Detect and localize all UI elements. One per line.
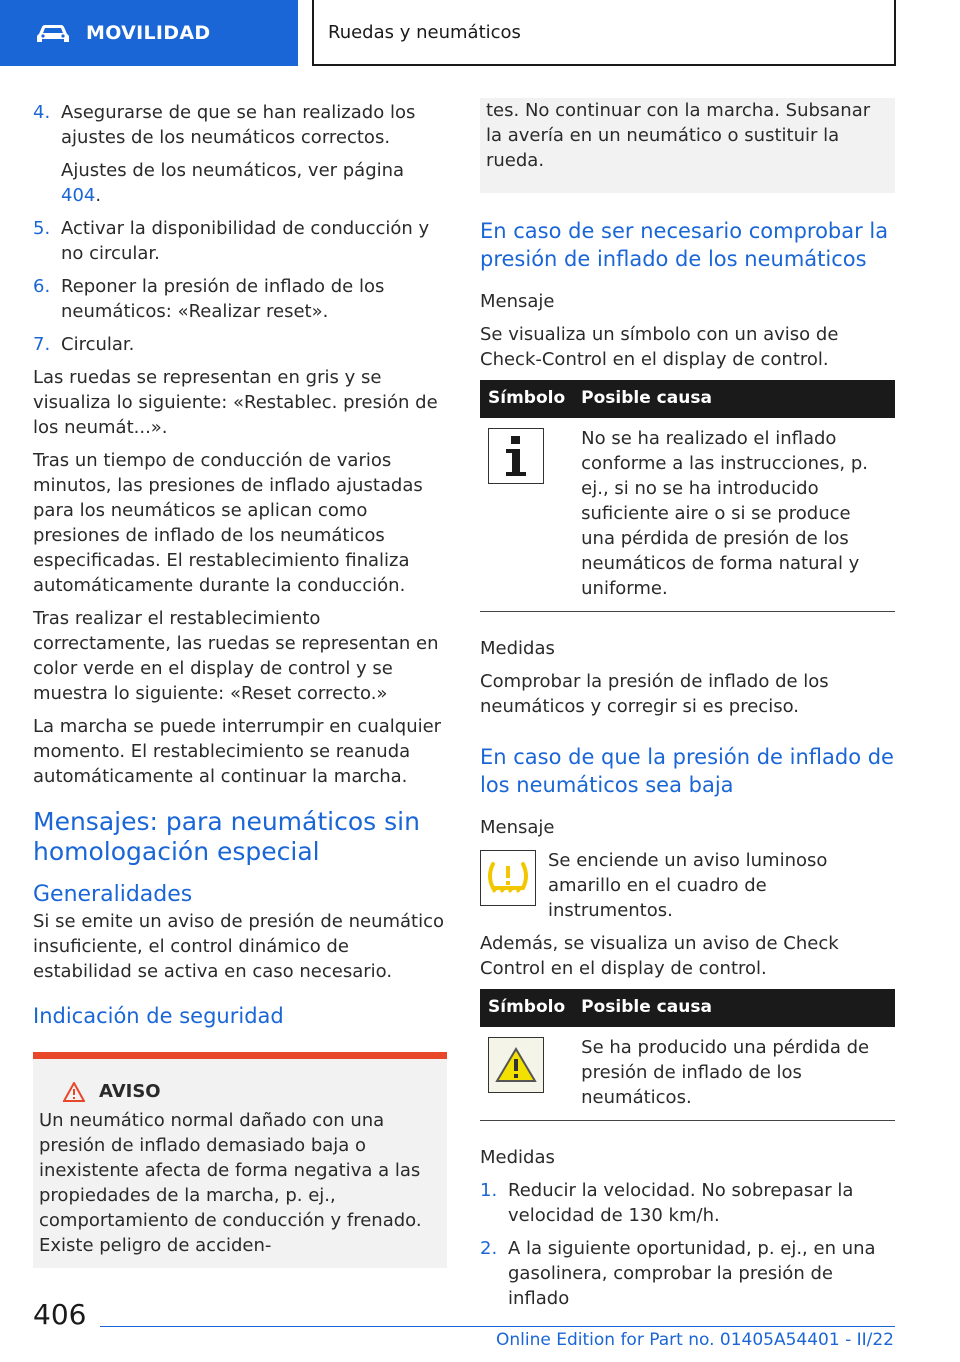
label: Mensaje [480, 817, 555, 838]
step-text: Circular. [61, 334, 135, 355]
edition-text: Online Edition for Part no. 01405A54401 - II/22 [495, 1330, 894, 1350]
footer-divider [100, 1326, 895, 1327]
label: Mensaje [480, 291, 555, 312]
column-header: Símbolo [480, 380, 573, 418]
chapter-title: Ruedas y neumáticos [328, 21, 521, 43]
step-text: Reducir la velocidad. No sobrepasar la velocidad de 130 km/h. [508, 1180, 854, 1226]
column-header: Posible causa [573, 380, 895, 418]
warning-bar [33, 1052, 447, 1059]
warning-title-row [39, 1079, 441, 1104]
paragraph: Además, se visualiza un aviso de Check Control en el display de control. [480, 933, 839, 979]
label: Medidas [480, 638, 555, 659]
car-icon [36, 22, 70, 44]
reference-end: . [95, 185, 102, 206]
left-column [33, 100, 447, 1268]
step-number: 4. [33, 102, 51, 123]
table-cell [480, 418, 573, 612]
chapter-box [312, 0, 896, 66]
paragraph: Comprobar la presión de inflado de los neumáticos y corregir si es preciso. [480, 671, 829, 717]
table-header [480, 989, 895, 1027]
subsection-heading: Generalidades [33, 882, 193, 907]
warning-title: AVISO [99, 1081, 161, 1102]
warning-box [33, 1052, 447, 1268]
step-number: 2. [480, 1238, 498, 1259]
step-text: Activar la disponibilidad de conducción y no circular. [61, 218, 430, 264]
page-link[interactable]: 404 [61, 185, 96, 206]
paragraph: Tras un tiempo de conducción de varios minutos, las presiones de inflado ajustadas para los neumáticos se aplican como presiones de inflado de los neumáticos especificadas. El restablecimiento finaliza automáticamente durante la conducción. [33, 450, 423, 596]
tire-pressure-warning-icon [480, 850, 536, 906]
symbol-table [480, 380, 895, 612]
warning-box-continued [480, 98, 895, 193]
page-number: 406 [33, 1298, 87, 1331]
table-row [480, 1027, 895, 1121]
step-number: 6. [33, 276, 51, 297]
table-cell: No se ha realizado el inflado conforme a las instrucciones, p. ej., si no se ha introducido suficiente aire o si se produce una pérdida de presión de los neumáticos de forma natural y uniforme. [573, 418, 895, 612]
step-number: 5. [33, 218, 51, 239]
paragraph: Las ruedas se representan en gris y se visualiza lo siguiente: «Restablec. presión de los neumát...». [33, 367, 438, 438]
reference-text: Ajustes de los neumáticos, ver página [61, 160, 405, 181]
step-text: Reponer la presión de inflado de los neumáticos: «Realizar reset». [61, 276, 385, 322]
warning-text: tes. No continuar con la marcha. Subsanar la avería en un neumático o sustituir la rueda. [486, 100, 871, 171]
step-text: Asegurarse de que se han realizado los ajustes de los neumáticos correctos. [61, 102, 416, 148]
warning-triangle-icon [63, 1082, 85, 1102]
right-column [480, 100, 895, 1319]
list-item [480, 1236, 895, 1311]
table-row [480, 418, 895, 612]
label: Medidas [480, 1147, 555, 1168]
paragraph: Si se emite un aviso de presión de neumático insuficiente, el control dinámico de estabilidad se activa en caso necesario. [33, 911, 445, 982]
step-number: 1. [480, 1180, 498, 1201]
step-text: A la siguiente oportunidad, p. ej., en una gasolinera, comprobar la presión de inflado [508, 1238, 876, 1309]
info-icon [488, 428, 544, 484]
warning-text: Un neumático normal dañado con una presión de inflado demasiado baja o inexistente afecta de forma negativa a las propiedades de la marcha, p. ej., comportamiento de conducción y frenado. Existe peligro de acciden- [39, 1110, 422, 1256]
list-item [480, 1178, 895, 1228]
subsection-heading: Indicación de seguridad [33, 1004, 284, 1028]
symbol-table [480, 989, 895, 1121]
message-text: Se enciende un aviso luminoso amarillo en el cuadro de instrumentos. [548, 850, 828, 921]
column-header: Símbolo [480, 989, 573, 1027]
column-header: Posible causa [573, 989, 895, 1027]
section-heading: En caso de ser necesario comprobar la presión de inflado de los neumáticos [480, 219, 889, 271]
section-heading: Mensajes: para neumáticos sin homologación especial [33, 807, 420, 866]
message-row [480, 848, 895, 923]
table-cell [480, 1027, 573, 1121]
cross-reference [33, 158, 447, 208]
page-header [0, 0, 960, 66]
list-item [33, 274, 447, 324]
table-header [480, 380, 895, 418]
paragraph: Tras realizar el restablecimiento correctamente, las ruedas se representan en color verde en el display de control y se muestra lo siguiente: «Reset correcto.» [33, 608, 439, 704]
paragraph: La marcha se puede interrumpir en cualquier momento. El restablecimiento se reanuda automáticamente al continuar la marcha. [33, 716, 442, 787]
list-item [33, 332, 447, 357]
table-cell: Se ha producido una pérdida de presión de inflado de los neumáticos. [573, 1027, 895, 1121]
step-number: 7. [33, 334, 51, 355]
list-item [33, 216, 447, 266]
warning-triangle-icon [488, 1037, 544, 1093]
section-heading: En caso de que la presión de inflado de los neumáticos sea baja [480, 745, 894, 797]
section-title: MOVILIDAD [86, 22, 211, 44]
list-item [33, 100, 447, 150]
paragraph: Se visualiza un símbolo con un aviso de Check-Control en el display de control. [480, 324, 839, 370]
section-tab [0, 0, 298, 66]
